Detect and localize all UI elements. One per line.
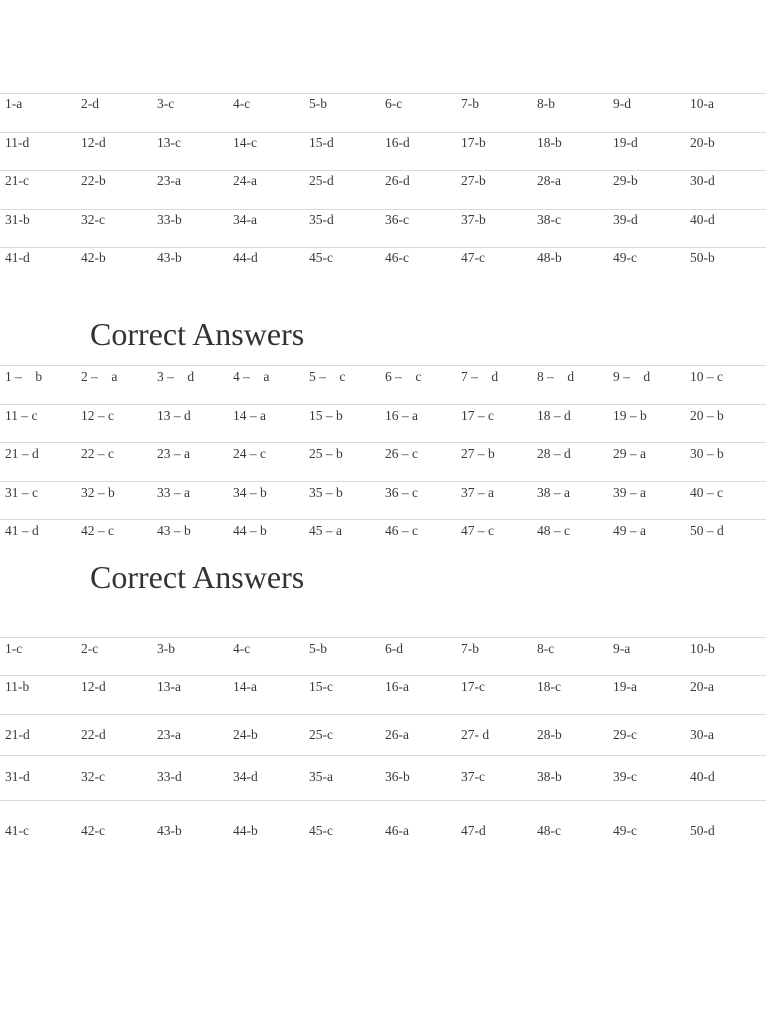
answer-cell: 41-d xyxy=(5,250,30,265)
answer-cell: 7-b xyxy=(461,641,479,656)
answer-cell: 38-c xyxy=(537,212,561,227)
answer-cell: 16-a xyxy=(385,679,409,694)
answer-cell: 37 – a xyxy=(461,485,494,500)
answer-row xyxy=(0,132,766,150)
answer-cell: 31 – c xyxy=(5,485,38,500)
answer-cell: 25 – b xyxy=(309,446,343,461)
answer-cell: 24-a xyxy=(233,173,257,188)
answer-cell: 28-b xyxy=(537,727,562,742)
answer-cell: 20-a xyxy=(690,679,714,694)
answer-cell: 23 – a xyxy=(157,446,190,461)
answer-cell: 41-c xyxy=(5,823,29,838)
answer-cell: 14-a xyxy=(233,679,257,694)
answer-cell: 35-d xyxy=(309,212,334,227)
answer-cell: 34-a xyxy=(233,212,257,227)
answer-row xyxy=(0,365,766,384)
answer-cell: 32-c xyxy=(81,769,105,784)
answer-cell: 50 – d xyxy=(690,523,724,538)
answer-cell: 47-c xyxy=(461,250,485,265)
answer-cell: 23-a xyxy=(157,727,181,742)
answer-cell: 1 – b xyxy=(5,369,43,384)
answer-row xyxy=(0,637,766,656)
answer-row xyxy=(0,247,766,265)
answer-cell: 34-d xyxy=(233,769,258,784)
answer-cell: 44-b xyxy=(233,823,258,838)
answer-cell: 6-c xyxy=(385,96,403,111)
answer-cell: 13-a xyxy=(157,679,181,694)
answer-cell: 16-d xyxy=(385,135,410,150)
answer-cell: 21-d xyxy=(5,727,30,742)
answer-cell: 39-c xyxy=(613,769,637,784)
section-heading: Correct Answers xyxy=(90,316,305,352)
answer-cell: 50-b xyxy=(690,250,715,265)
answer-cell: 35-a xyxy=(309,769,333,784)
answer-cell: 8-c xyxy=(537,641,555,656)
answer-cell: 8 – d xyxy=(537,369,575,384)
answer-cell: 19-d xyxy=(613,135,638,150)
answer-cell: 46-a xyxy=(385,823,409,838)
answer-cell: 26 – c xyxy=(385,446,418,461)
answer-row xyxy=(0,442,766,461)
answer-row xyxy=(0,481,766,500)
answer-cell: 13-c xyxy=(157,135,181,150)
answer-cell: 10 – c xyxy=(690,369,723,384)
answer-cell: 40-d xyxy=(690,769,715,784)
answer-cell: 32-c xyxy=(81,212,105,227)
answer-row xyxy=(0,404,766,423)
answer-cell: 43-b xyxy=(157,250,182,265)
answer-cell: 49-c xyxy=(613,250,637,265)
answer-cell: 9-a xyxy=(613,641,631,656)
answer-cell: 2-c xyxy=(81,641,99,656)
answer-cell: 3-c xyxy=(157,96,175,111)
answer-cell: 39 – a xyxy=(613,485,646,500)
answer-cell: 45-c xyxy=(309,250,333,265)
answer-cell: 1-a xyxy=(5,96,23,111)
answer-cell: 49-c xyxy=(613,823,637,838)
answer-cell: 21 – d xyxy=(5,446,39,461)
answer-cell: 2 – a xyxy=(81,369,118,384)
answer-cell: 12-d xyxy=(81,679,106,694)
answer-cell: 3-b xyxy=(157,641,175,656)
answer-cell: 46 – c xyxy=(385,523,418,538)
answer-cell: 48 – c xyxy=(537,523,570,538)
answer-cell: 14-c xyxy=(233,135,257,150)
answer-cell: 7-b xyxy=(461,96,479,111)
answer-row xyxy=(0,675,766,694)
answer-cell: 14 – a xyxy=(233,408,266,423)
answer-cell: 24-b xyxy=(233,727,258,742)
answer-row xyxy=(0,170,766,188)
answer-cell: 6 – c xyxy=(385,369,422,384)
answer-cell: 33-b xyxy=(157,212,182,227)
answer-cell: 47 – c xyxy=(461,523,494,538)
answer-cell: 19-a xyxy=(613,679,637,694)
answer-cell: 26-a xyxy=(385,727,409,742)
answer-cell: 45-c xyxy=(309,823,333,838)
answer-cell: 26-d xyxy=(385,173,410,188)
answer-cell: 41 – d xyxy=(5,523,39,538)
answer-cell: 29-c xyxy=(613,727,637,742)
answer-cell: 17 – c xyxy=(461,408,494,423)
answer-cell: 42 – c xyxy=(81,523,114,538)
answer-cell: 25-c xyxy=(309,727,333,742)
answer-cell: 11-b xyxy=(5,679,30,694)
answer-row xyxy=(0,800,766,838)
answer-cell: 50-d xyxy=(690,823,715,838)
answer-cell: 15-d xyxy=(309,135,334,150)
answer-cell: 22-d xyxy=(81,727,106,742)
answer-cell: 48-b xyxy=(537,250,562,265)
answer-cell: 38 – a xyxy=(537,485,570,500)
answer-cell: 20-b xyxy=(690,135,715,150)
answer-cell: 38-b xyxy=(537,769,562,784)
answer-cell: 25-d xyxy=(309,173,334,188)
answer-cell: 24 – c xyxy=(233,446,266,461)
answer-cell: 30-d xyxy=(690,173,715,188)
answer-cell: 2-d xyxy=(81,96,99,111)
answer-cell: 11-d xyxy=(5,135,30,150)
answer-cell: 28-a xyxy=(537,173,561,188)
section-heading: Correct Answers xyxy=(90,559,305,595)
answer-cell: 37-b xyxy=(461,212,486,227)
answer-cell: 17-c xyxy=(461,679,485,694)
answer-cell: 12 – c xyxy=(81,408,114,423)
answer-cell: 19 – b xyxy=(613,408,647,423)
answer-cell: 15-c xyxy=(309,679,333,694)
answer-row xyxy=(0,755,766,784)
answer-cell: 29 – a xyxy=(613,446,646,461)
answer-cell: 40 – c xyxy=(690,485,723,500)
answer-cell: 36 – c xyxy=(385,485,418,500)
answer-cell: 34 – b xyxy=(233,485,267,500)
answer-row xyxy=(0,519,766,538)
answer-cell: 36-c xyxy=(385,212,409,227)
answer-cell: 35 – b xyxy=(309,485,343,500)
answer-cell: 16 – a xyxy=(385,408,418,423)
answer-cell: 22-b xyxy=(81,173,106,188)
answer-cell: 21-c xyxy=(5,173,29,188)
answer-cell: 30-a xyxy=(690,727,714,742)
answer-cell: 28 – d xyxy=(537,446,571,461)
answer-cell: 7 – d xyxy=(461,369,499,384)
answer-cell: 46-c xyxy=(385,250,409,265)
answer-cell: 3 – d xyxy=(157,369,195,384)
answer-cell: 30 – b xyxy=(690,446,724,461)
answer-cell: 4-c xyxy=(233,641,251,656)
answer-cell: 23-a xyxy=(157,173,181,188)
answer-cell: 33-d xyxy=(157,769,182,784)
answer-cell: 5-b xyxy=(309,641,327,656)
answer-row xyxy=(0,209,766,227)
answer-cell: 20 – b xyxy=(690,408,724,423)
answer-cell: 22 – c xyxy=(81,446,114,461)
answer-cell: 4-c xyxy=(233,96,251,111)
answer-cell: 27 – b xyxy=(461,446,495,461)
answer-cell: 42-b xyxy=(81,250,106,265)
answer-cell: 49 – a xyxy=(613,523,646,538)
answer-cell: 37-c xyxy=(461,769,485,784)
answer-cell: 47-d xyxy=(461,823,486,838)
answer-cell: 6-d xyxy=(385,641,403,656)
answer-cell: 1-c xyxy=(5,641,23,656)
answer-cell: 36-b xyxy=(385,769,410,784)
answer-cell: 27-b xyxy=(461,173,486,188)
answer-row xyxy=(0,93,766,111)
answer-cell: 31-d xyxy=(5,769,30,784)
answer-cell: 5-b xyxy=(309,96,327,111)
answer-cell: 43 – b xyxy=(157,523,191,538)
answer-cell: 33 – a xyxy=(157,485,190,500)
answer-cell: 15 – b xyxy=(309,408,343,423)
answer-cell: 18-c xyxy=(537,679,561,694)
answer-cell: 42-c xyxy=(81,823,105,838)
answer-cell: 11 – c xyxy=(5,408,38,423)
answer-cell: 45 – a xyxy=(309,523,342,538)
answer-cell: 12-d xyxy=(81,135,106,150)
answer-cell: 8-b xyxy=(537,96,555,111)
answer-cell: 44 – b xyxy=(233,523,267,538)
answer-cell: 5 – c xyxy=(309,369,346,384)
answer-cell: 9 – d xyxy=(613,369,651,384)
answer-cell: 18-b xyxy=(537,135,562,150)
answer-cell: 31-b xyxy=(5,212,30,227)
answer-cell: 32 – b xyxy=(81,485,115,500)
answer-cell: 13 – d xyxy=(157,408,191,423)
answer-cell: 43-b xyxy=(157,823,182,838)
answer-cell: 44-d xyxy=(233,250,258,265)
answer-cell: 10-b xyxy=(690,641,715,656)
answer-cell: 40-d xyxy=(690,212,715,227)
answer-cell: 9-d xyxy=(613,96,631,111)
answer-row xyxy=(0,714,766,742)
answer-cell: 39-d xyxy=(613,212,638,227)
answer-cell: 29-b xyxy=(613,173,638,188)
answer-cell: 4 – a xyxy=(233,369,270,384)
answer-cell: 18 – d xyxy=(537,408,571,423)
answer-cell: 48-c xyxy=(537,823,561,838)
answer-cell: 10-a xyxy=(690,96,714,111)
answer-cell: 27- d xyxy=(461,727,490,742)
answer-cell: 17-b xyxy=(461,135,486,150)
